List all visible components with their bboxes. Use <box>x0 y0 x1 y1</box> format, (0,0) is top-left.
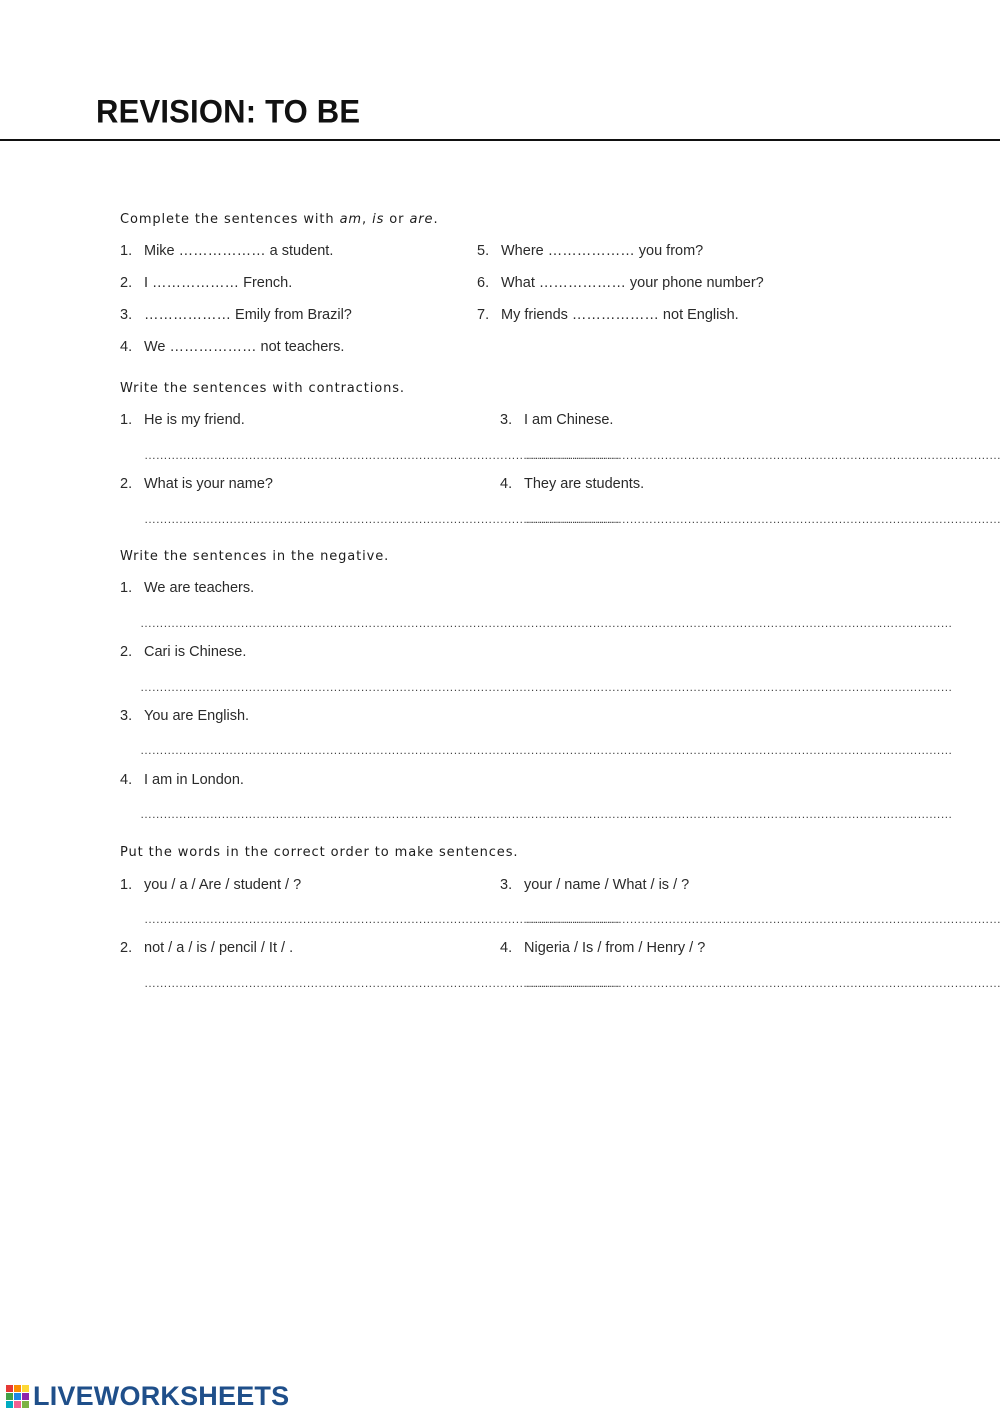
liveworksheets-logo[interactable] <box>6 1381 289 1411</box>
logo-blocks-icon <box>6 1385 29 1408</box>
s3-item-3: 3. You are English. <box>120 708 250 724</box>
s3-item-1: 1. We are teachers. <box>120 580 255 596</box>
s4-answer-1[interactable]: …………………………………………………………………………………………………………… <box>144 912 620 926</box>
s3-item-4: 4. I am in London. <box>120 772 244 788</box>
s2-item-1: 1. He is my friend. <box>120 412 245 428</box>
s3-answer-1[interactable]: ………………………………………………………………………………………………………………………………………………………………………………………… <box>140 616 953 630</box>
s2-answer-4[interactable]: …………………………………………………………………………………………………………… <box>525 512 1001 526</box>
s2-item-4: 4. They are students. <box>500 476 645 492</box>
s2-answer-2[interactable]: …………………………………………………………………………………………………………… <box>144 512 620 526</box>
s2-answer-1[interactable]: …………………………………………………………………………………………………………… <box>144 448 620 462</box>
section-1-heading: Complete the sentences with am, is or are. <box>120 212 439 227</box>
s1-item-7: 7. My friends ……………… not English. <box>477 307 739 323</box>
s1-item-4: 4. We ……………… not teachers. <box>120 339 345 355</box>
logo-block <box>14 1385 21 1392</box>
s2-item-2: 2. What is your name? <box>120 476 273 492</box>
section-4-heading: Put the words in the correct order to make sentences. <box>120 845 519 860</box>
s1-item-6: 6. What ……………… your phone number? <box>477 275 764 291</box>
title-divider <box>0 139 1000 141</box>
page-title: REVISION: TO BE <box>96 93 361 130</box>
s1-item-3: 3. ……………… Emily from Brazil? <box>120 307 352 323</box>
s3-answer-3[interactable]: ………………………………………………………………………………………………………………………………………………………………………………………… <box>140 743 953 757</box>
s4-item-1: 1. you / a / Are / student / ? <box>120 877 302 893</box>
section-3-heading: Write the sentences in the negative. <box>120 549 390 564</box>
s1-item-2: 2. I ……………… French. <box>120 275 293 291</box>
logo-block <box>22 1385 29 1392</box>
s4-answer-2[interactable]: …………………………………………………………………………………………………………… <box>144 976 620 990</box>
s1-item-1: 1. Mike ……………… a student. <box>120 243 334 259</box>
logo-block <box>22 1401 29 1408</box>
logo-block <box>6 1393 13 1400</box>
section-2-heading: Write the sentences with contractions. <box>120 381 405 396</box>
s4-item-3: 3. your / name / What / is / ? <box>500 877 690 893</box>
logo-block <box>14 1393 21 1400</box>
s2-answer-3[interactable]: …………………………………………………………………………………………………………… <box>525 448 1001 462</box>
logo-text: LIVEWORKSHEETS <box>33 1380 290 1411</box>
s4-item-2: 2. not / a / is / pencil / It / . <box>120 940 294 956</box>
s3-item-2: 2. Cari is Chinese. <box>120 644 247 660</box>
logo-block <box>22 1393 29 1400</box>
logo-block <box>6 1385 13 1392</box>
s2-item-3: 3. I am Chinese. <box>500 412 614 428</box>
s4-answer-4[interactable]: …………………………………………………………………………………………………………… <box>525 976 1001 990</box>
logo-block <box>6 1401 13 1408</box>
s4-item-4: 4. Nigeria / Is / from / Henry / ? <box>500 940 706 956</box>
logo-block <box>14 1401 21 1408</box>
s3-answer-2[interactable]: ………………………………………………………………………………………………………………………………………………………………………………………… <box>140 680 953 694</box>
s1-item-5: 5. Where ……………… you from? <box>477 243 704 259</box>
s3-answer-4[interactable]: ………………………………………………………………………………………………………………………………………………………………………………………… <box>140 807 953 821</box>
s4-answer-3[interactable]: …………………………………………………………………………………………………………… <box>525 912 1001 926</box>
